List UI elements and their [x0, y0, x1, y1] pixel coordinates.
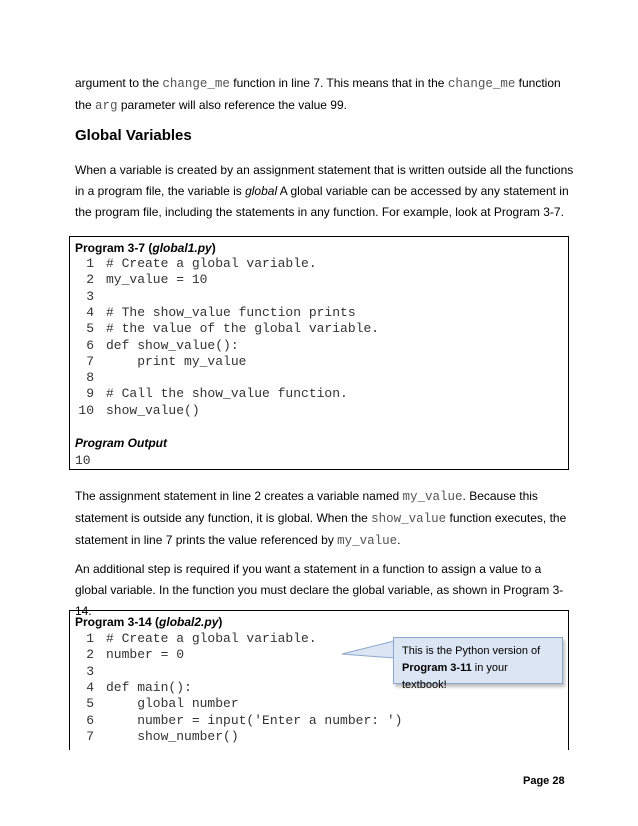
code-text: def show_value():	[106, 337, 239, 353]
line-number: 10	[78, 402, 94, 418]
program-output-title: Program Output	[75, 436, 167, 450]
code-text: global number	[106, 696, 239, 712]
callout-pointer	[338, 640, 398, 665]
line-number: 2	[86, 272, 94, 288]
code-text: # Create a global variable.	[106, 631, 317, 646]
line-number: 4	[86, 679, 94, 695]
code-line	[70, 256, 560, 272]
line-number: 5	[86, 696, 94, 712]
inline-code: change_me	[162, 77, 230, 91]
line-number: 1	[86, 631, 94, 646]
line-number: 3	[86, 663, 94, 679]
inline-code: show_value	[371, 512, 447, 526]
line-number: 6	[86, 337, 94, 353]
line-number: 3	[86, 288, 94, 304]
page-number: Page 28	[523, 775, 565, 787]
code-text: number = input('Enter a number: ')	[106, 712, 403, 728]
line-number: 2	[86, 647, 94, 663]
paragraph-intro: argument to the change_me function in line 7. This means that in the change_me function the arg parameter will also reference the value 99.	[75, 76, 561, 113]
code-text: # The show_value function prints	[106, 304, 356, 320]
line-number: 8	[86, 370, 94, 386]
line-number: 7	[86, 353, 94, 369]
code-text: show_number()	[106, 728, 239, 744]
line-number: 4	[86, 304, 94, 320]
code-line	[70, 289, 560, 305]
code-line	[70, 354, 560, 370]
program-title: Program 3-14 (global2.py)	[75, 615, 223, 629]
code-text: number = 0	[106, 647, 185, 663]
paragraph-additional-step: An additional step is required if you want a statement in a function to assign a value to a global variable. In the function you must declare the global variable, as shown in Program 3-14.	[75, 562, 564, 618]
code-text: # the value of the global variable.	[106, 321, 380, 337]
code-text: print my_value	[106, 353, 247, 369]
program-listing-3-7	[69, 236, 569, 470]
line-number: 6	[86, 712, 94, 728]
line-number: 9	[86, 386, 94, 402]
code-line	[70, 272, 560, 288]
code-line	[70, 386, 560, 402]
code-line	[70, 713, 560, 729]
section-heading: Global Variables	[75, 127, 192, 144]
program-title: Program 3-7 (global1.py)	[75, 241, 216, 255]
line-number: 1	[86, 256, 94, 271]
paragraph-explanation: The assignment statement in line 2 creates a variable named my_value. Because this statement is outside any function, it is global. When the show_value function executes, the statement in line 7 prints the value referenced by my_value.	[75, 489, 567, 548]
paragraph-global-definition: When a variable is created by an assignment statement that is written outside all the functions in a program file, the variable is global A global variable can be accessed by any statement in the program file, including the statements in any function. For example, look at Program 3-7.	[75, 163, 574, 219]
code-line	[70, 321, 560, 337]
inline-code: arg	[95, 99, 118, 113]
program-output-value: 10	[75, 453, 91, 468]
line-number: 5	[86, 321, 94, 337]
inline-code: change_me	[447, 77, 516, 91]
inline-code: my_value	[337, 534, 398, 548]
code-text: my_value = 10	[106, 272, 208, 288]
code-line	[70, 403, 560, 419]
code-line	[70, 338, 560, 354]
code-line	[70, 729, 560, 745]
code-line	[70, 696, 560, 712]
callout-note: This is the Python version of Program 3-11 in your textbook!	[393, 637, 563, 684]
line-number: 7	[86, 728, 94, 744]
code-text: show_value()	[106, 402, 200, 418]
inline-code: my_value	[402, 490, 463, 504]
code-text: # Call the show_value function.	[106, 386, 348, 402]
code-text: def main():	[106, 679, 192, 695]
code-text: # Create a global variable.	[106, 256, 317, 271]
code-line	[70, 305, 560, 321]
code-line	[70, 370, 560, 386]
